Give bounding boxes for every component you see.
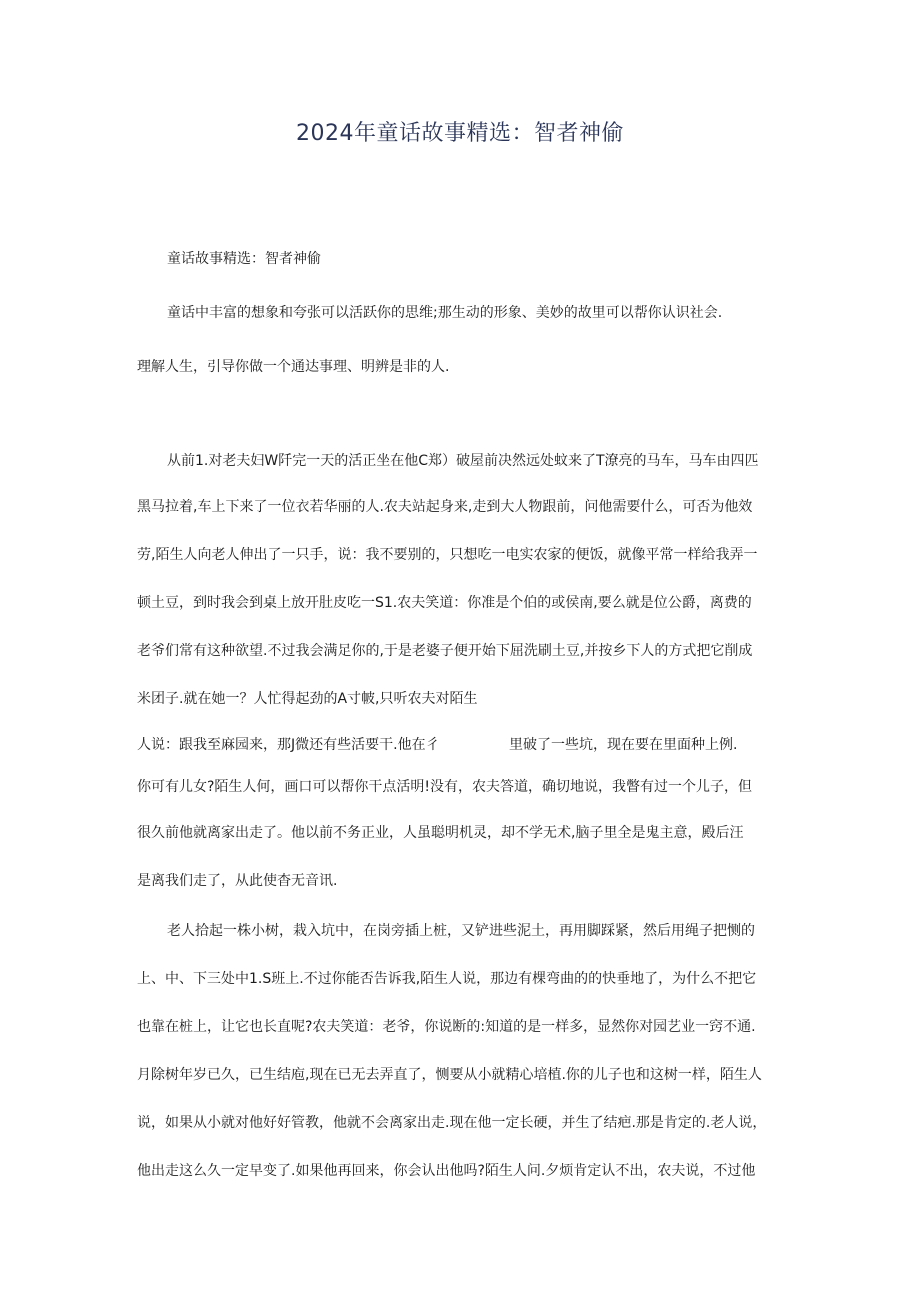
para1-line-3: 劳,陌生人向老人伸出了一只手，说：我不要别的，只想吃一电实农家的便饭，就像平常一样给我弄一 bbox=[137, 547, 758, 563]
para2-line-1-left: 人说：跟我至麻园来，那J微还有些活要干.他在彳 bbox=[137, 737, 440, 753]
para1-line-5: 老爷们常有这种欲望.不过我会满足你的,于是老婆子便开始下屈洗刷土豆,并按乡下人的方式把它削成 bbox=[137, 643, 753, 659]
para1-line-4: 顿土豆，到时我会到桌上放开肚皮吃一S1.农夫笑道：你准是个伯的或侯南,要么就是位公爵，离费的 bbox=[137, 595, 752, 611]
intro-line-1: 童话中丰富的想象和夸张可以活跃你的思维;那生动的形象、美妙的故里可以帮你认识社会. bbox=[167, 305, 723, 321]
para2-line-2: 你可有儿女?陌生人何，画口可以帮你干点活明!没有，农夫答道，确切地说，我瞥有过一个儿子，但 bbox=[137, 779, 753, 795]
para3-line-3: 也靠在桩上，让它也长直呢?农夫笑道：老爷，你说断的:知道的是一样多，显然你对园艺业一窍不通. bbox=[137, 1019, 756, 1035]
intro-line-2: 理解人生，引导你做一个通达事理、明辨是非的人. bbox=[137, 359, 450, 375]
para2-line-4: 是离我们走了，从此使杳无音讯. bbox=[137, 873, 338, 889]
subtitle: 童话故事精选：智者神偷 bbox=[167, 251, 321, 267]
para3-line-4: 月除树年岁已久，已生结庖,现在已无去弄直了，恻要从小就精心培植.你的儿子也和这树一样，陌生人 bbox=[137, 1067, 762, 1083]
para3-line-6: 他出走这么久一定早变了.如果他再回来，你会认出他吗?陌生人问.夕烦肯定认不出，农夫说，不过他 bbox=[137, 1163, 756, 1179]
document-title: 2024年童话故事精选：智者神偷 bbox=[296, 121, 624, 146]
para2-line-1 bbox=[0, 736, 920, 754]
para2-line-1-right: 里破了一些坑，现在要在里面种上例. bbox=[509, 737, 738, 753]
para1-line-1: 从前1.对老夫妇W阡完一天的活正坐在他C郑）破屋前决然远处蚊来了T潦亮的马车，马车由四匹 bbox=[167, 453, 759, 469]
para3-line-5: 说，如果从小就对他好好管教，他就不会离家出走.现在他一定长硬，并生了结疤.那是肯定的.老人说， bbox=[137, 1115, 767, 1131]
para3-line-2: 上、中、下三处中1.S班上.不过你能否告诉我,陌生人说，那边有棵弯曲的的快垂地了，为什么不把它 bbox=[137, 971, 757, 987]
para1-line-6: 米团子.就在她一？人忙得起劲的A寸帔,只听农夫对陌生 bbox=[137, 691, 478, 707]
para1-line-2: 黑马拉着,车上下来了一位衣若华丽的人.农夫站起身来,走到大人物跟前，问他需要什么，可否为他效 bbox=[137, 499, 753, 515]
para2-line-3: 很久前他就离家出走了。他以前不务正业，人虽聪明机灵，却不学无术,脑子里全是鬼主意，殿后汪 bbox=[137, 825, 744, 841]
para3-line-1: 老人拾起一株小树，栽入坑中，在岗旁插上桩，又铲进些泥土，再用脚踩紧，然后用绳子把恻的 bbox=[167, 923, 755, 939]
